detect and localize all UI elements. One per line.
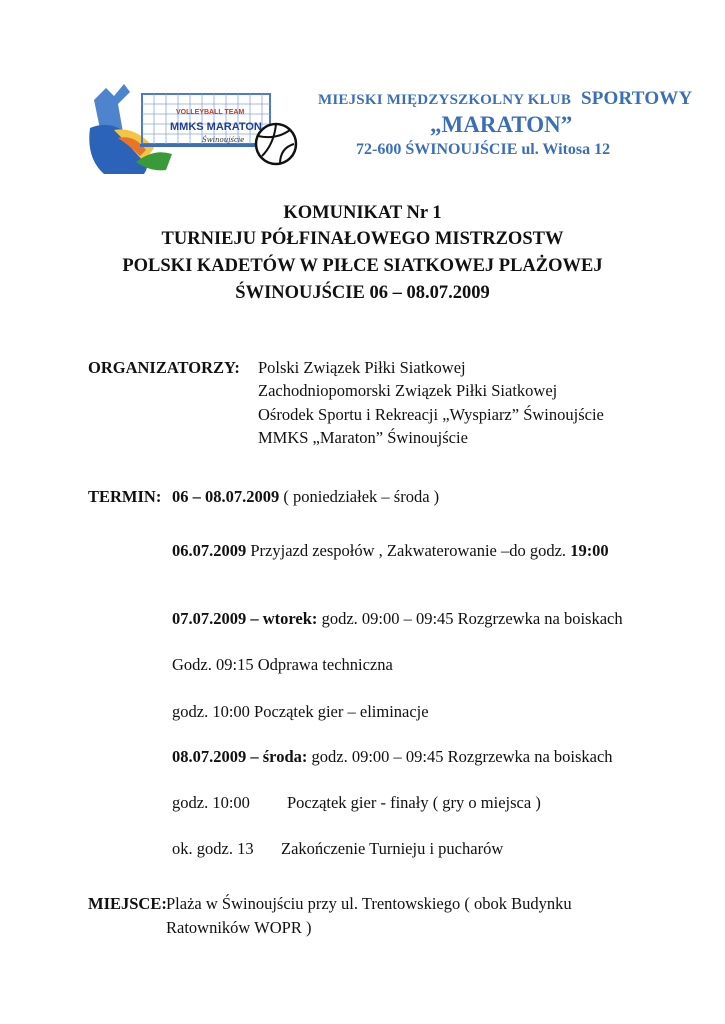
- termin-label: TERMIN:: [88, 487, 162, 506]
- day2-text: godz. 09:00 – 09:45 Rozgrzewka na boiskach: [317, 609, 623, 628]
- day3-text: godz. 09:00 – 09:45 Rozgrzewka na boiskach: [307, 747, 613, 766]
- day1-line: [172, 541, 609, 561]
- club-name: „MARATON”: [430, 112, 573, 137]
- place-line2: Ratowników WOPR ): [166, 918, 312, 937]
- termin-dates: [172, 487, 439, 507]
- club-address: 72-600 ŚWINOUJŚCIE ul. Witosa 12: [356, 141, 611, 158]
- svg-text:VOLLEYBALL TEAM: VOLLEYBALL TEAM: [176, 109, 245, 116]
- day1-time: 19:00: [570, 541, 609, 560]
- club-line1: [318, 88, 692, 110]
- termin-dates-rest: ( poniedziałek – środa ): [279, 487, 440, 506]
- day3-line2-time: godz. 10:00: [172, 793, 250, 812]
- day3-line2-text: Początek gier - finały ( gry o miejsca ): [287, 793, 541, 812]
- doc-title-line3: POLSKI KADETÓW W PIŁCE SIATKOWEJ PLAŻOWEJ: [122, 256, 603, 276]
- doc-title-line4: ŚWINOUJŚCIE 06 – 08.07.2009: [235, 283, 490, 303]
- day2-date: 07.07.2009 – wtorek:: [172, 609, 318, 628]
- day3-line3-time: ok. godz. 13: [172, 839, 254, 858]
- day2-line3: godz. 10:00 Początek gier – eliminacje: [172, 702, 429, 721]
- day2-line: [172, 609, 623, 629]
- doc-title-line1: KOMUNIKAT Nr 1: [283, 203, 442, 223]
- day2-line2: Godz. 09:15 Odprawa techniczna: [172, 655, 393, 674]
- svg-text:MMKS MARATON: MMKS MARATON: [170, 121, 262, 133]
- organizers-label: ORGANIZATORZY:: [88, 358, 240, 377]
- svg-text:Świnoujście: Świnoujście: [202, 136, 245, 144]
- doc-title-line2: TURNIEJU PÓŁFINAŁOWEGO MISTRZOSTW: [161, 229, 564, 249]
- organizer-item: Polski Związek Piłki Siatkowej: [258, 358, 466, 377]
- termin-dates-bold: 06 – 08.07.2009: [172, 487, 280, 506]
- day3-date: 08.07.2009 – środa:: [172, 747, 308, 766]
- club-line1-big: SPORTOWY: [580, 88, 693, 109]
- day3-line: [172, 747, 613, 767]
- day1-date: 06.07.2009: [172, 541, 247, 560]
- day1-text: Przyjazd zespołów , Zakwaterowanie –do godz.: [246, 541, 571, 560]
- place-line1: Plaża w Świnoujściu przy ul. Trentowskiego ( obok Budynku: [166, 894, 572, 913]
- club-logo: [84, 78, 310, 178]
- day3-line3-text: Zakończenie Turnieju i pucharów: [281, 839, 504, 858]
- place-label: MIEJSCE:: [88, 894, 167, 913]
- club-line1-text: MIEJSKI MIĘDZYSZKOLNY KLUB: [318, 92, 572, 108]
- organizer-item: MMKS „Maraton” Świnoujście: [258, 428, 468, 447]
- volleyball-logo-icon: [84, 78, 310, 178]
- organizer-item: Ośrodek Sportu i Rekreacji „Wyspiarz” Świnoujście: [258, 405, 604, 424]
- organizer-item: Zachodniopomorski Związek Piłki Siatkowej: [258, 381, 558, 400]
